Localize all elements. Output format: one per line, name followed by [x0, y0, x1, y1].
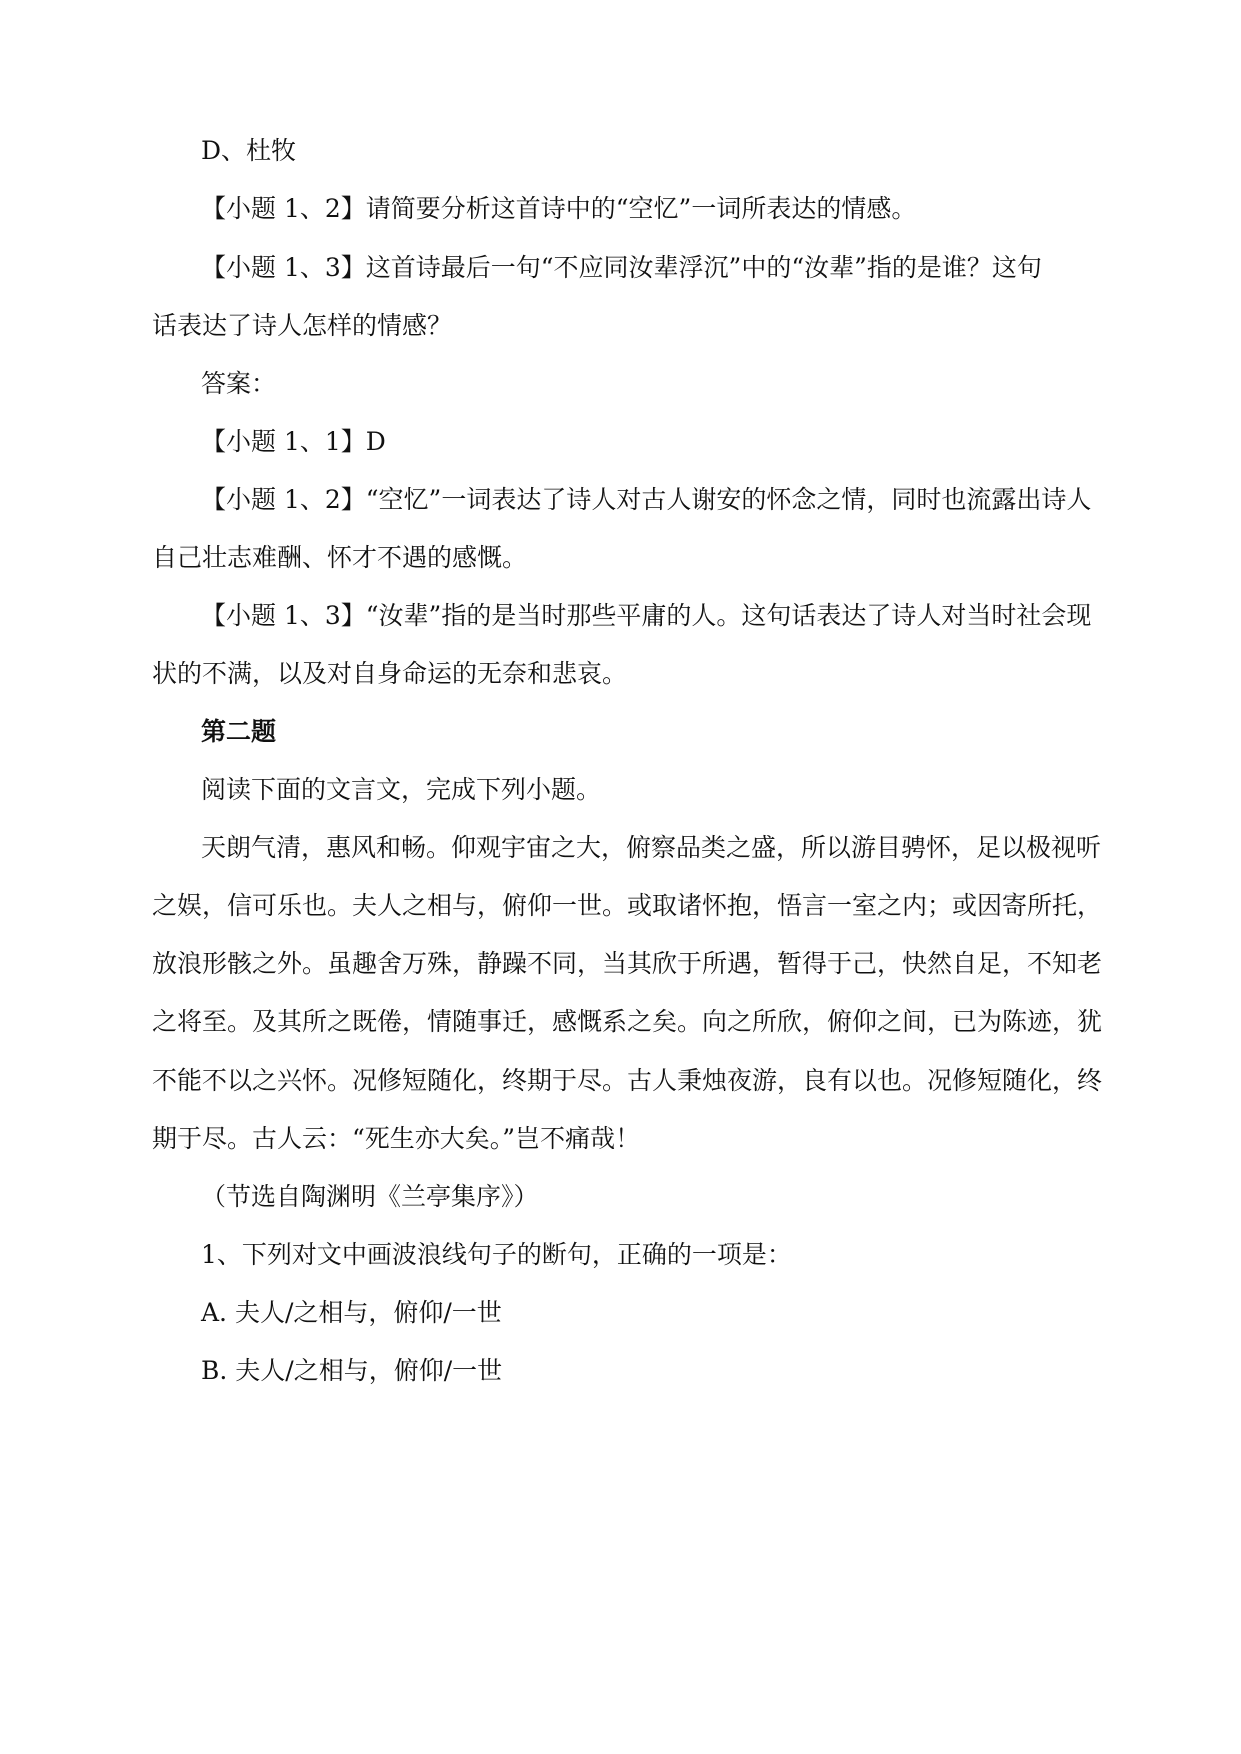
answer-1-1: 【小题 1、1】D	[201, 427, 386, 456]
option-d: D、杜牧	[201, 136, 297, 165]
passage-line: 期于尽。古人云：“死生亦大矣。”岂不痛哉！	[152, 1124, 641, 1153]
passage-line: 不能不以之兴怀。况修短随化，终期于尽。古人秉烛夜游，良有以也。况修短随化，终	[152, 1066, 1103, 1095]
answer-1-2: 【小题 1、2】“空忆”一词表达了诗人对古人谢安的怀念之情，同时也流露出诗人	[201, 485, 1092, 514]
answer-heading: 答案：	[201, 369, 277, 398]
answer-1-3: 【小题 1、3】“汝辈”指的是当时那些平庸的人。这句话表达了诗人对当时社会现	[201, 601, 1092, 630]
passage-line: 天朗气清，惠风和畅。仰观宇宙之大，俯察品类之盛，所以游目骋怀，足以极视听	[201, 833, 1102, 862]
question-1-2: 【小题 1、2】请简要分析这首诗中的“空忆”一词所表达的情感。	[201, 194, 917, 223]
answer-1-3-continued: 状的不满，以及对自身命运的无奈和悲哀。	[152, 659, 628, 688]
question-1-3: 【小题 1、3】这首诗最后一句“不应同汝辈浮沉”中的“汝辈”指的是谁？这句	[201, 253, 1042, 282]
option-a: A. 夫人/之相与，俯仰/一世	[201, 1298, 502, 1327]
instruction: 阅读下面的文言文，完成下列小题。	[201, 775, 602, 804]
passage-line: 之将至。及其所之既倦，情随事迁，感慨系之矣。向之所欣，俯仰之间，已为陈迹，犹	[152, 1007, 1103, 1036]
passage-source: （节选自陶渊明《兰亭集序》）	[201, 1182, 539, 1211]
question-2-1: 1、下列对文中画波浪线句子的断句，正确的一项是：	[201, 1240, 792, 1269]
answer-1-2-continued: 自己壮志难酬、怀才不遇的感慨。	[152, 543, 528, 572]
question-1-3-continued: 话表达了诗人怎样的情感？	[152, 311, 453, 340]
option-b: B. 夫人/之相与，俯仰/一世	[201, 1356, 503, 1385]
passage-line: 之娱，信可乐也。夫人之相与，俯仰一世。或取诸怀抱，悟言一室之内；或因寄所托，	[152, 891, 1103, 920]
section-heading: 第二题	[201, 717, 277, 746]
passage-line: 放浪形骸之外。虽趣舍万殊，静躁不同，当其欣于所遇，暂得于己，快然自足，不知老	[152, 949, 1103, 978]
